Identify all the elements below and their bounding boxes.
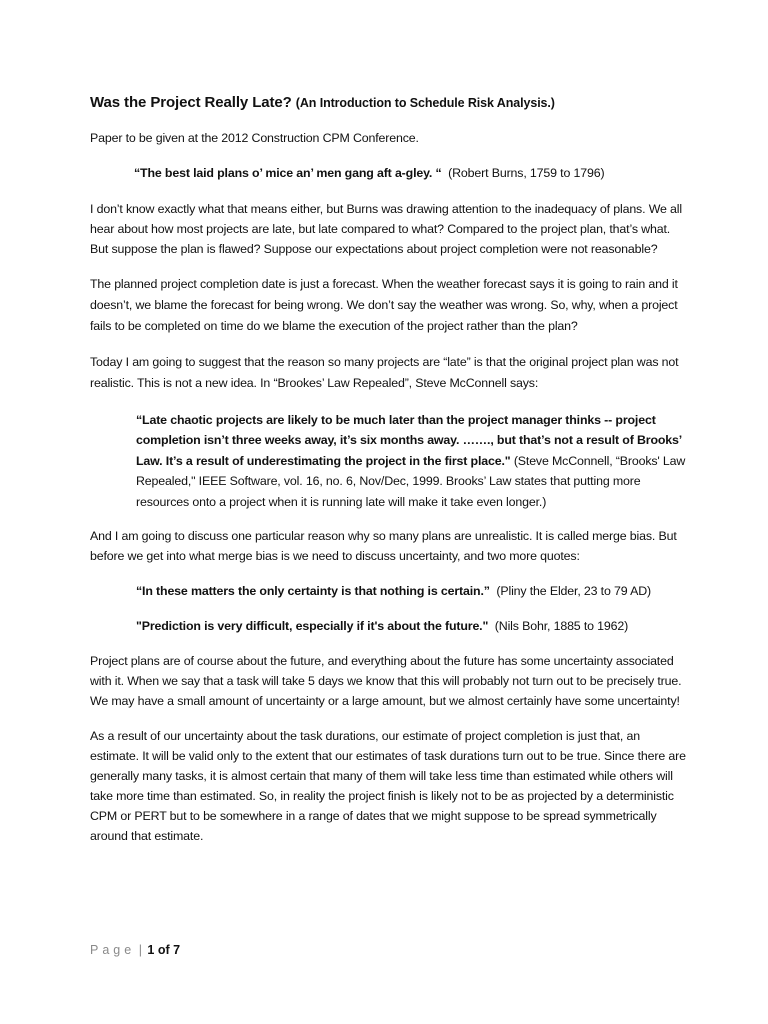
footer-page-label: Page — [90, 943, 136, 957]
quote-burns — [90, 163, 690, 183]
intro-line: Paper to be given at the 2012 Construction CPM Conference. — [90, 131, 419, 145]
paragraph-4: And I am going to discuss one particular reason why so many plans are unrealistic. It is called merge bias. But before we get into what merge bias is we need to discuss uncertainty, and two more quotes: — [90, 529, 677, 564]
page-footer — [90, 943, 180, 957]
footer-page-number: 1 of 7 — [147, 943, 181, 957]
quote-bohr-text: "Prediction is very difficult, especially if it's about the future." — [136, 619, 489, 634]
document-body — [90, 92, 690, 846]
title-main: Was the Project Really Late? — [90, 94, 292, 111]
quote-pliny-source: (Pliny the Elder, 23 to 79 AD) — [496, 584, 651, 599]
quote-burns-source: (Robert Burns, 1759 to 1796) — [448, 166, 605, 180]
quote-mcconnell — [90, 410, 690, 512]
quote-pliny — [90, 581, 690, 601]
paragraph-2: The planned project completion date is just a forecast. When the weather forecast says it is going to rain and it doesn’t, we blame the forecast for being wrong. We don’t say the weather was wrong. So, why, when a project fails to be completed on time do we blame the execution of the project rather than the plan? — [90, 277, 678, 333]
quote-bohr-source: (Nils Bohr, 1885 to 1962) — [494, 619, 629, 634]
paragraph-3: Today I am going to suggest that the reason so many projects are “late” is that the original project plan was not realistic. This is not a new idea. In “Brookes’ Law Repealed”, Steve McConnell says: — [90, 355, 679, 390]
title-subtitle: (An Introduction to Schedule Risk Analysis.) — [295, 96, 555, 110]
paragraph-6: As a result of our uncertainty about the task durations, our estimate of project completion is just that, an estimate. It will be valid only to the extent that our estimates of task durations turn out to be true. Since there are generally many tasks, it is almost certain that many of them will take less time than estimated while others will take more time than estimated. So, in reality the project finish is likely not to be as projected by a deterministic CPM or PERT but to be somewhere in a range of dates that we might suppose to be spread symmetrically around that estimate. — [90, 729, 686, 844]
quote-bohr — [90, 616, 690, 636]
quote-pliny-text: “In these matters the only certainty is that nothing is certain.” — [136, 584, 490, 599]
quote-mcconnell-source: (Steve McConnell, “Brooks' Law Repealed," IEEE Software, vol. 16, no. 6, Nov/Dec, 1999. Brooks’ Law states that putting more resources onto a project when it is running late will make it take even longer.) — [136, 453, 686, 509]
footer-separator: | — [138, 943, 142, 957]
quote-mcconnell-text: “Late chaotic projects are likely to be much later than the project manager thinks -- project completion isn’t three weeks away, it’s six months away. ……., but that’s not a result of Brooks’ Law. It’s a result of underestimating the project in the first place." — [136, 413, 682, 468]
paragraph-5: Project plans are of course about the future, and everything about the future has some uncertainty associated with it. When we say that a task will take 5 days we know that this will probably not turn out to be precisely true. We may have a small amount of uncertainty or a large amount, but we almost certainly have some uncertainty! — [90, 654, 682, 709]
document-title — [90, 92, 690, 114]
paragraph-1: I don’t know exactly what that means either, but Burns was drawing attention to the inadequacy of plans. We all hear about how most projects are late, but late compared to what? Compared to the project plan, that’s what. But suppose the plan is flawed? Suppose our expectations about project completion were not reasonable? — [90, 202, 682, 256]
quote-burns-text: “The best laid plans o’ mice an’ men gang aft a-gley. “ — [134, 166, 442, 180]
